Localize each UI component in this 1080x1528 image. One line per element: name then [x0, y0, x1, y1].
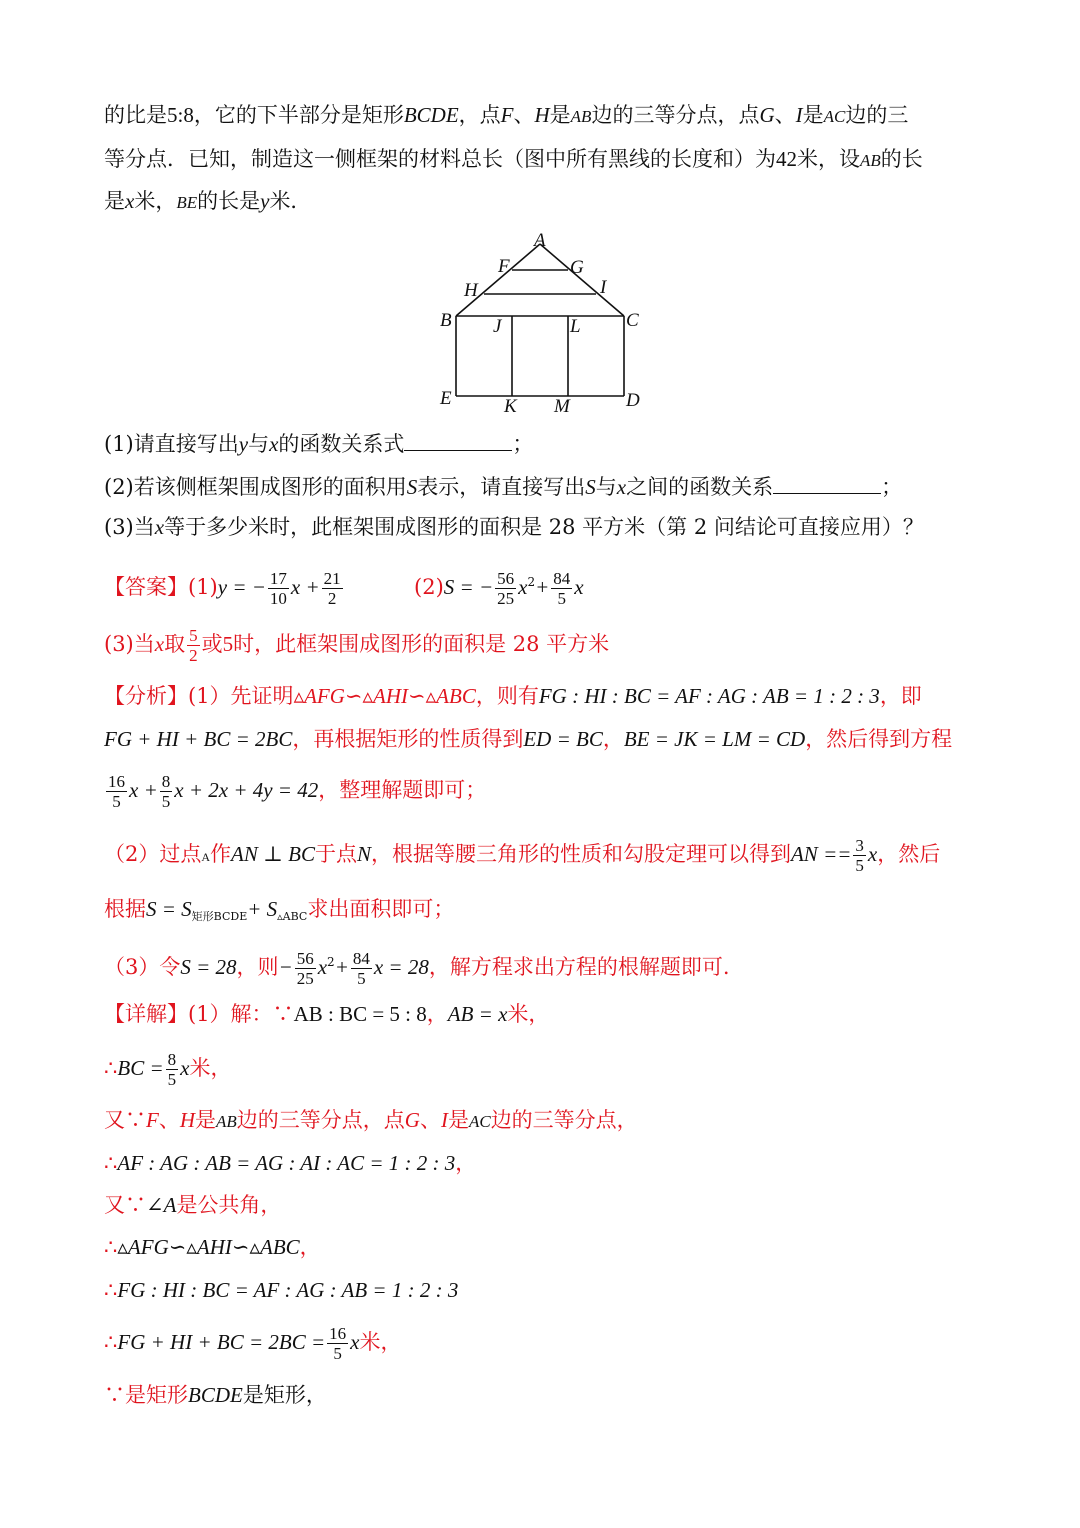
detail-line-9: ∵是矩形BCDE是矩形， [104, 1383, 327, 1407]
label-G: G [570, 257, 584, 278]
label-F: F [498, 256, 510, 277]
label-D: D [626, 390, 640, 411]
analysis-line-1: 【分析】(1）先证明▵AFG∽▵AHI∽▵ABC，则有FG : HI : BC = AF : AG : AB = 1 : 2 : 3，即 [104, 684, 922, 708]
detail-line-6: ∴▵AFG∽▵AHI∽▵ABC， [104, 1235, 321, 1259]
answer-blank-2 [773, 471, 881, 494]
label-C: C [626, 310, 639, 331]
detail-line-2: ∴BC = $\frac{8}{5}$ x米， [104, 1050, 232, 1089]
label-K: K [504, 396, 517, 417]
detail-tag: 【详解】 [104, 1002, 188, 1026]
answer-blank-1 [404, 428, 512, 451]
edge-AC [540, 244, 624, 316]
detail-line-4: ∴AF : AG : AB = AG : AI : AC = 1 : 2 : 3， [104, 1151, 477, 1175]
label-M: M [554, 396, 570, 417]
label-A: A [534, 230, 546, 251]
label-I: I [600, 277, 607, 298]
detail-line-7: ∴FG : HI : BC = AF : AG : AB = 1 : 2 : 3 [104, 1278, 459, 1302]
analysis-line-5: 根据$S = S_{矩形BCDE}+ S_{▵ABC}$求出面积即可； [104, 897, 455, 923]
label-J: J [493, 316, 502, 337]
answer-line-3: (3)当x取 $\frac{5}{2}$ 或5时，此框架围成图形的面积是 28 平方米 [104, 626, 610, 665]
detail-line-3: 又∵F、H是AB边的三等分点，点G、I是AC边的三等分点， [104, 1108, 638, 1132]
intro-line-2: 等分点．已知，制造这一侧框架的材料总长（图中所有黑线的长度和）为42米，设AB的长 [104, 147, 923, 171]
label-E: E [440, 388, 452, 409]
detail-line-8: ∴FG + HI + BC = 2BC = $\frac{16}{5}$ x米， [104, 1324, 402, 1363]
label-L: L [570, 316, 581, 337]
frame-diagram [430, 228, 650, 418]
answer-line-1: 【答案】(1)y = − $\frac{17}{10}$ x + $\frac{21}{2}$ (2)S = − $\frac{56}{25}$ $x^2+$ $\frac{84}{5}$ x [104, 569, 584, 608]
label-B: B [440, 310, 452, 331]
analysis-line-2: FG + HI + BC = 2BC，再根据矩形的性质得到ED = BC，BE = JK = LM = CD，然后得到方程 [104, 727, 953, 751]
analysis-tag: 【分析】 [104, 684, 188, 708]
question-1: (1)请直接写出y与x的函数关系式 ； [104, 428, 533, 459]
detail-line-1: 【详解】(1）解：∵AB : BC = 5 : 8，AB = x米， [104, 1002, 550, 1026]
question-3: (3)当x等于多少米时，此框架围成图形的面积是 28 平方米（第 2 问结论可直接应用）？ [104, 515, 924, 539]
intro-line-3: 是x米，BE的长是y米． [104, 189, 312, 213]
analysis-line-3: $\frac{16}{5}$ x + $\frac{8}{5}$ x + 2x + 4y = 42，整理解题即可； [108, 772, 487, 811]
detail-line-5: 又∵∠A是公共角， [104, 1193, 282, 1217]
analysis-line-4: （2）过点A作AN ⊥ BC于点N，根据等腰三角形的性质和勾股定理可以得到AN == $\frac{3}{5}$ x，然后 [104, 836, 941, 875]
intro-line-1: 的比是5:8，它的下半部分是矩形BCDE，点F、H是AB边的三等分点，点G、I是AC边的三 [104, 103, 909, 127]
label-H: H [464, 280, 478, 301]
answer-tag: 【答案】 [104, 575, 188, 599]
question-2: (2)若该侧框架围成图形的面积用S表示，请直接写出S与x之间的函数关系 ； [104, 471, 902, 502]
analysis-line-6: （3）令S = 28，则− $\frac{56}{25}$ $x^2+$ $\frac{84}{5}$ x = 28，解方程求出方程的根解题即可. [104, 949, 730, 988]
